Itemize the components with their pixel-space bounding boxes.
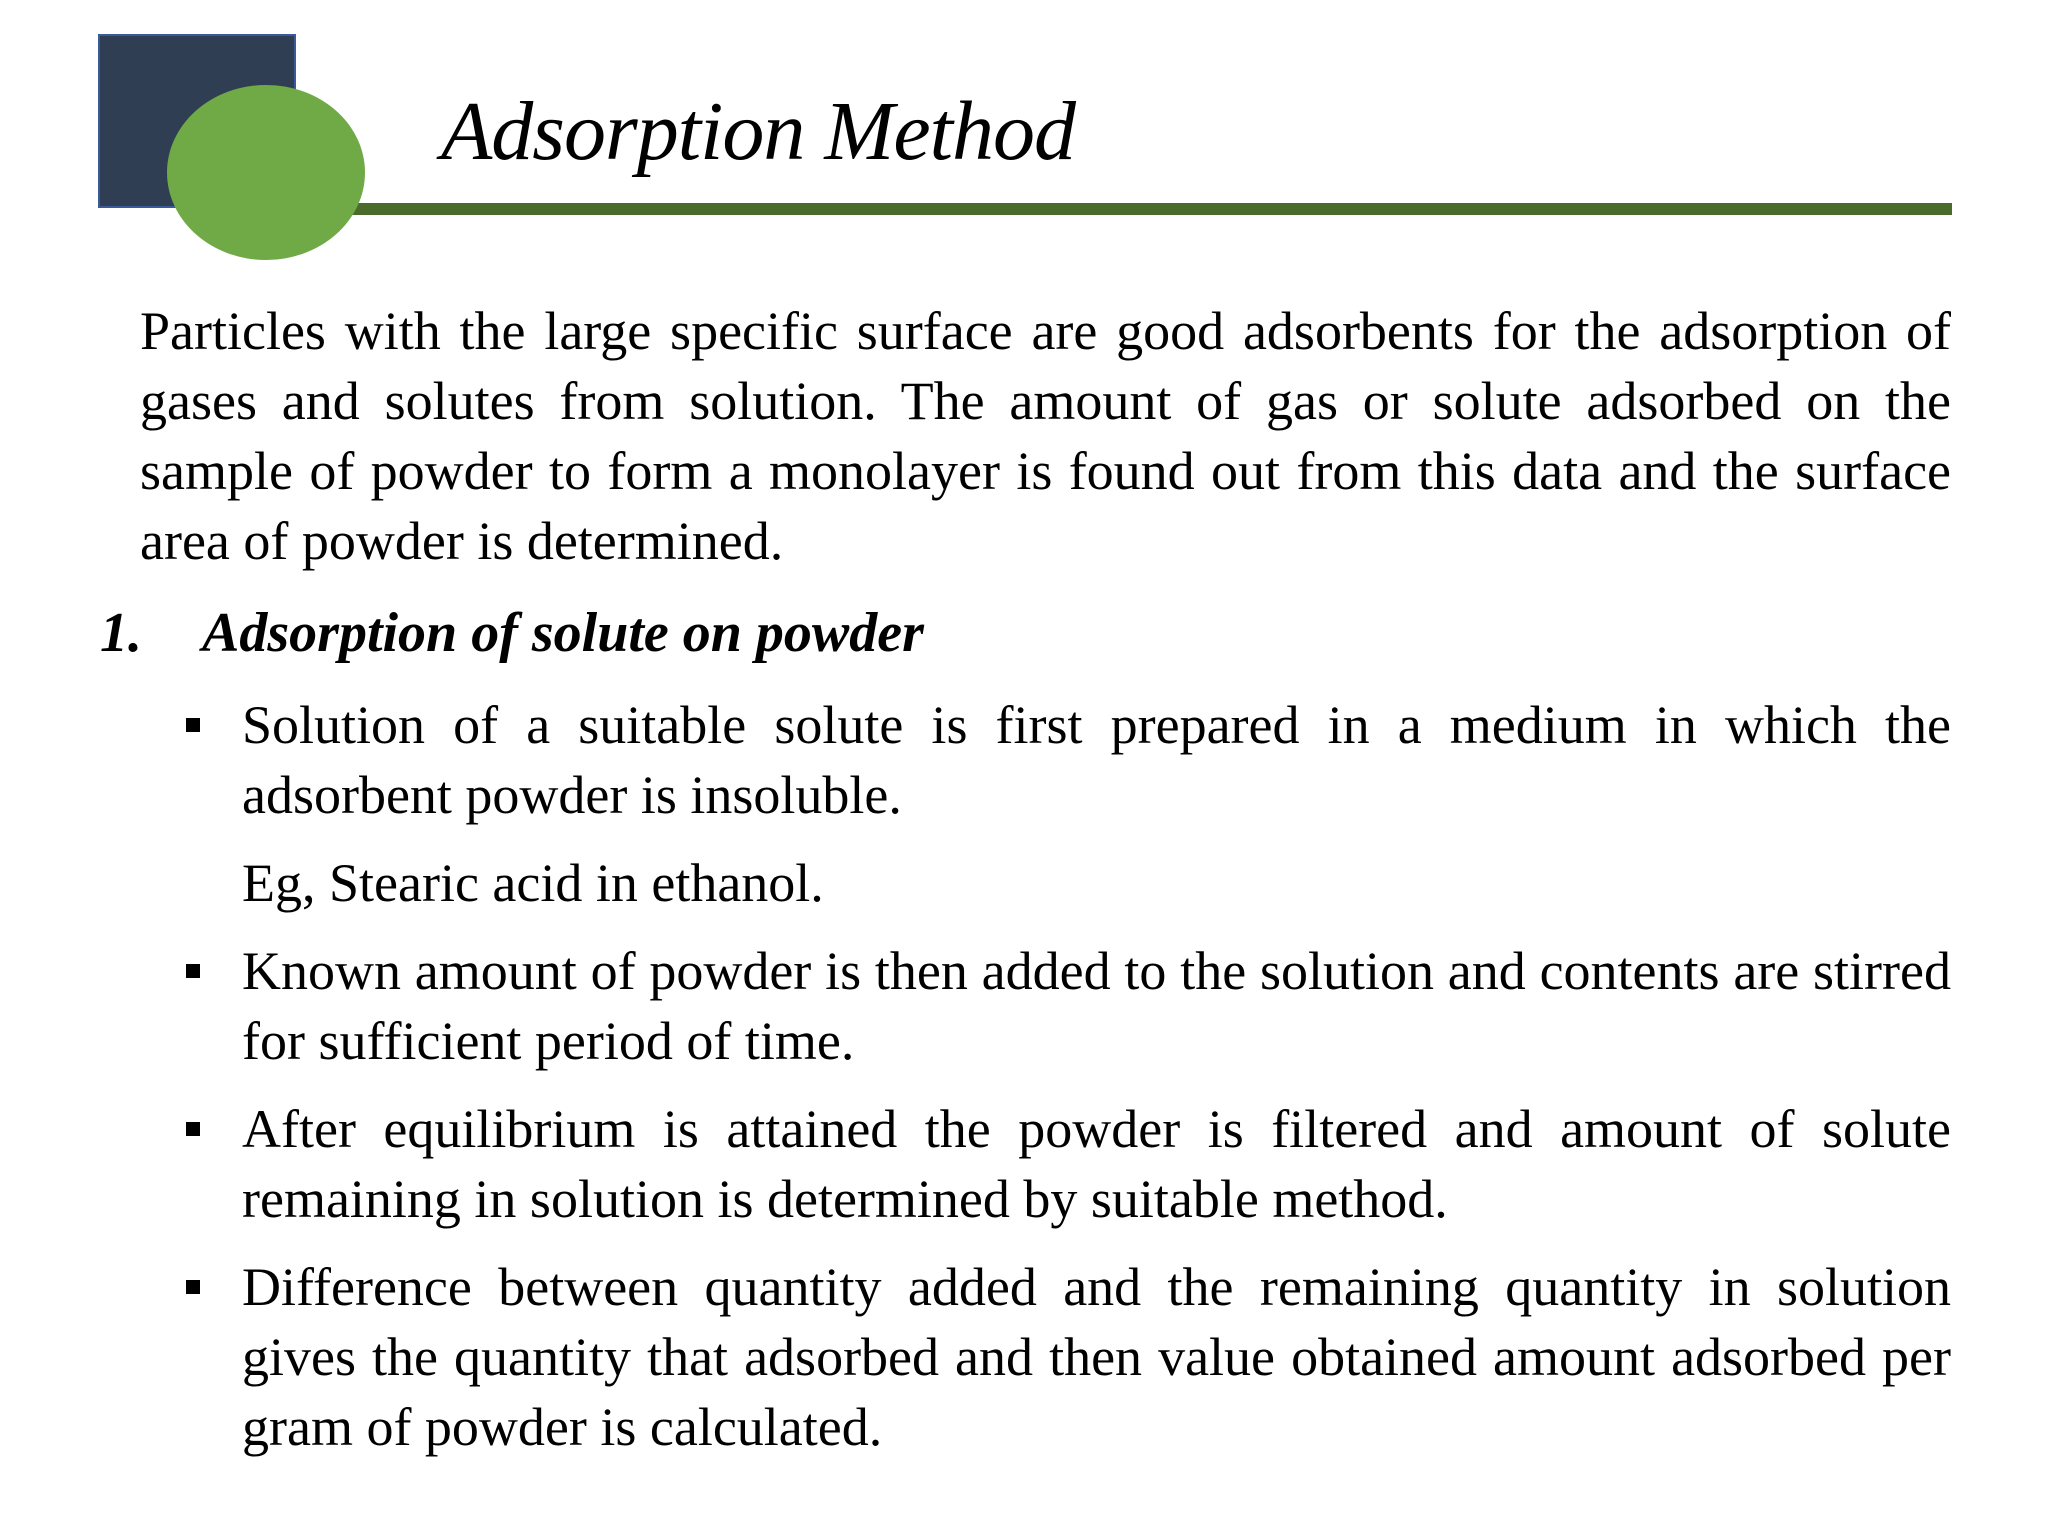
decorative-circle [167, 85, 365, 260]
bullet-item [242, 1252, 1951, 1462]
bullet-text: Difference between quantity added and the remaining quantity in solution gives the quantity that adsorbed and then value obtained amount adsorbed per gram of powder is calculated. [242, 1257, 1951, 1457]
example-note: Eg, Stearic acid in ethanol. [242, 853, 824, 913]
section-heading [100, 598, 924, 668]
square-bullet-icon [186, 964, 200, 978]
intro-paragraph: Particles with the large specific surface are good adsorbents for the adsorption of gases and solutes from solution. The amount of gas or solute adsorbed on the sample of powder to form a monolayer is found out from this data and the surface area of powder is determined. [140, 301, 1951, 571]
section-number: 1. [100, 602, 142, 664]
slide-title: Adsorption Method [441, 85, 1075, 178]
square-bullet-icon [186, 1280, 200, 1294]
square-bullet-icon [186, 1122, 200, 1136]
bullet-text: Solution of a suitable solute is first prepared in a medium in which the adsorbent powder is insoluble. [242, 695, 1951, 825]
square-bullet-icon [186, 718, 200, 732]
title-underline [350, 203, 1952, 215]
bullet-item [242, 936, 1951, 1076]
bullet-item [242, 690, 1951, 918]
section-heading-text: Adsorption of solute on powder [202, 602, 924, 664]
bullet-item [242, 1094, 1951, 1234]
bullet-text: After equilibrium is attained the powder is filtered and amount of solute remaining in solution is determined by suitable method. [242, 1099, 1951, 1229]
bullet-text: Known amount of powder is then added to the solution and contents are stirred for sufficient period of time. [242, 941, 1951, 1071]
bullet-list [242, 690, 1951, 1480]
